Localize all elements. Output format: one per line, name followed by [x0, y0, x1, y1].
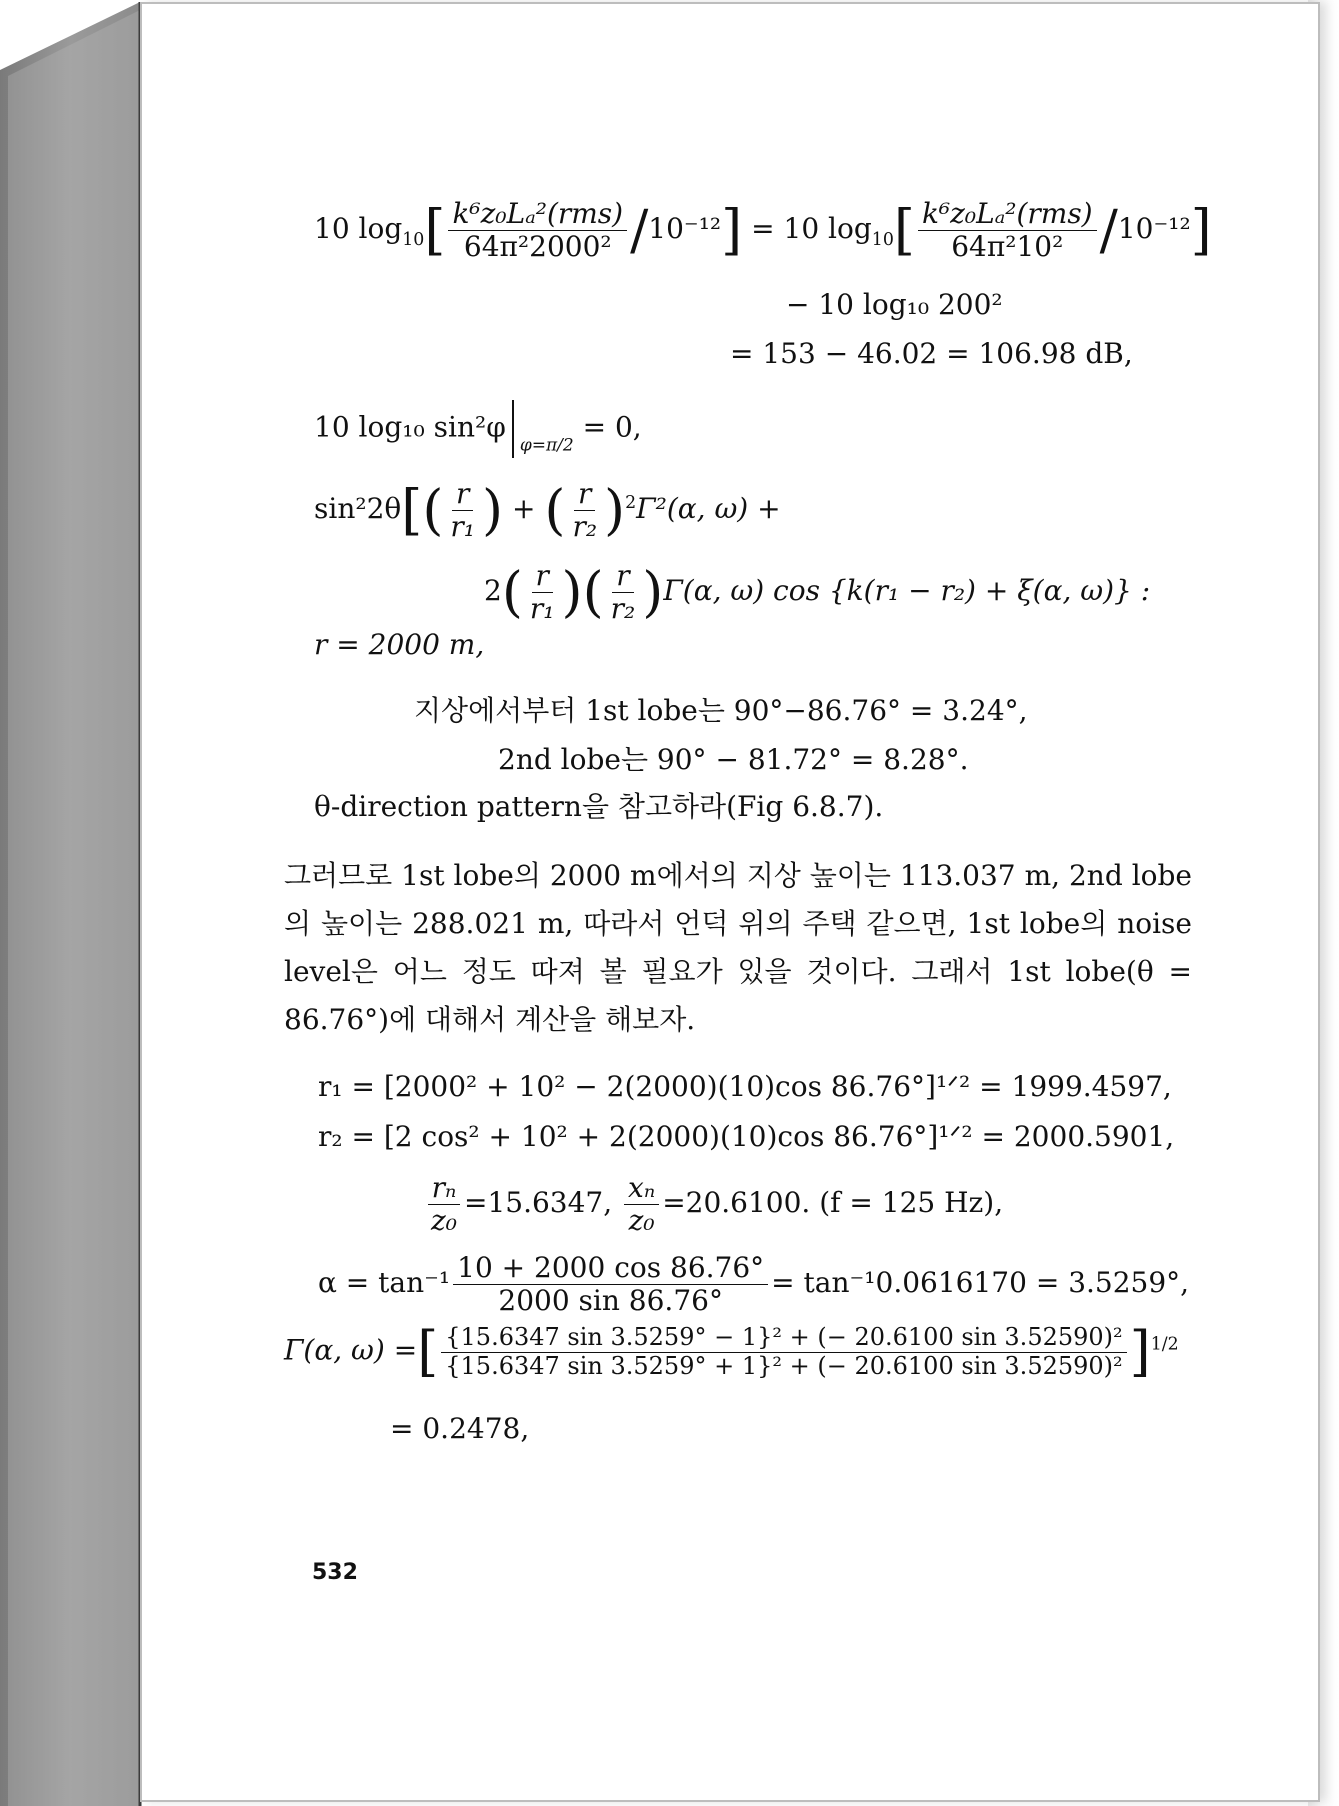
eq2: 10 log₁₀ $\sin^2\varphi_{\varphi=\pi/2} = 0$, [314, 400, 642, 463]
page-number: 532 [312, 1560, 358, 1585]
eq1-line3: = 153 − 46.02 = 106.98 dB, [730, 337, 1133, 370]
impedance-ratios: $\frac{\text{rₙ}}{\text{z₀}}$ =15.6347, $\frac{\text{xₙ}}{\text{z₀}}$ =20.6100. (f = 125 Hz), [424, 1172, 1003, 1237]
eq1-line1: 10 $\log_{10}$[ $\frac{\text{k⁶z₀Lₐ²(rms)}}{\text{64π²2000²}}$ /10⁻¹²] = 10 $\log_{10}$[ $\frac{\text{k⁶z₀Lₐ²(rms)}}{\text{64π²10²}}$ /10⁻¹²] [314, 197, 1212, 264]
lobe1-line: 지상에서부터 1st lobe는 90°−86.76° = 3.24°, [414, 694, 1028, 727]
book-spine [0, 0, 145, 1806]
alpha-equation: α = tan⁻¹ $\frac{10 + 2000 \cos 86.76^\circ}{2000 \sin 86.76^\circ}$ = tan⁻¹0.0616170 = 3.5259°, [318, 1251, 1190, 1318]
theta-reference: θ-direction pattern을 참고하라(Fig 6.8.7). [314, 790, 884, 823]
r2-equation: r₂ = [2 cos² + 10² + 2(2000)(10)cos 86.76°]¹ᐟ² = 2000.5901, [318, 1120, 1175, 1153]
eq4: r = 2000 m, [314, 628, 485, 661]
eq1-line2: − 10 log₁₀ 200² [786, 288, 1003, 321]
eq3-line2: 2( $\frac{r}{\text{r₁}}$ )( $\frac{r}{\text{r₂}}$ )Γ(α, ω) cos {k(r₁ − r₂) + ξ(α, ω)} : [484, 559, 1151, 626]
gamma-result: = 0.2478, [390, 1412, 530, 1445]
gamma-equation: Γ(α, ω) =[ $\frac{\text{\{15.6347 sin 3.5259° − 1\}² + (− 20.6100 sin 3.52590)²}}{\text{\{15.6347 sin 3.5259° + 1\}² + (− 20.6100 sin 3.52590)²}}$ ]$^{1/2}$ [284, 1320, 1179, 1384]
r1-equation: r₁ = [2000² + 10² − 2(2000)(10)cos 86.76°]¹ᐟ² = 1999.4597, [318, 1070, 1172, 1103]
body-paragraph: 그러므로 1st lobe의 2000 m에서의 지상 높이는 113.037 m, 2nd lobe의 높이는 288.021 m, 따라서 언덕 위의 주택 같으면, 1st lobe의 noise level은 어느 정도 따져 볼 필요가 있을 것이다. 그래서 1st lobe(θ = 86.76°)에 대해서 계산을 해보자. [284, 859, 1192, 1036]
lobe2-line: 2nd lobe는 90° − 81.72° = 8.28°. [498, 743, 969, 776]
eq3-line1: sin²2θ[( $\frac{r}{\text{r₁}}$ ) + ( $\frac{r}{\text{r₂}}$ )$^2$Γ²(α, ω) + [314, 477, 781, 544]
